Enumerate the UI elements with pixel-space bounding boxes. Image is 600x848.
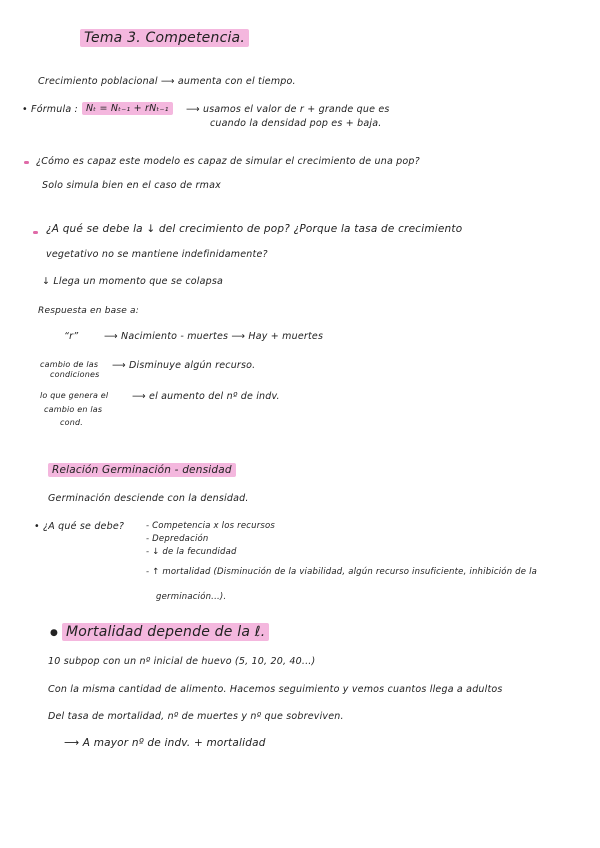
section-3-bullet: ●	[50, 628, 58, 638]
r-answer: ⟶ Nacimiento - muertes ⟶ Hay + muertes	[104, 331, 324, 342]
formula-equation-highlight: Nₜ = Nₜ₋₁ + rNₜ₋₁	[82, 102, 173, 115]
r-item: “r”	[64, 331, 79, 342]
title-highlight: Tema 3. Competencia.	[80, 29, 249, 47]
cause-item: - Competencia x los recursos	[146, 521, 276, 531]
question-1: ¿Cómo es capaz este modelo es capaz de simular el crecimiento de una pop?	[36, 156, 420, 167]
section-3-line-2: Con la misma cantidad de alimento. Hacemos seguimiento y vemos cuantos llega a adultos	[48, 684, 503, 695]
genera-answer: ⟶ el aumento del nº de indv.	[132, 391, 280, 402]
pink-bullet	[33, 231, 38, 234]
answer-2: ↓ Llega un momento que se colapsa	[42, 276, 224, 287]
section-2-line-1: Germinación desciende con la densidad.	[48, 493, 249, 504]
cause-item: - Depredación	[146, 534, 209, 544]
cambio-answer: ⟶ Disminuye algún recurso.	[112, 360, 256, 371]
section-2-question: • ¿A qué se debe?	[34, 521, 125, 532]
question-2a: ¿A qué se debe la ↓ del crecimiento de pop? ¿Porque la tasa de crecimiento	[46, 223, 463, 235]
section-3-line-3: Del tasa de mortalidad, nº de muertes y nº que sobreviven.	[48, 711, 344, 722]
cambio-label-2: condiciones	[50, 370, 100, 379]
cause-item: - ↓ de la fecundidad	[146, 547, 237, 557]
formula-equation	[82, 103, 173, 114]
section-3-heading	[62, 624, 269, 640]
pink-bullet	[24, 161, 29, 164]
formula-note-1: ⟶ usamos el valor de r + grande que es	[186, 104, 390, 115]
cambio-label-1: cambio de las	[40, 360, 99, 369]
page-title	[80, 30, 249, 46]
crecimiento-line: Crecimiento poblacional ⟶ aumenta con el tiempo.	[38, 76, 296, 87]
formula-note-2: cuando la densidad pop es + baja.	[210, 118, 382, 129]
section-2-highlight: Relación Germinación - densidad	[48, 463, 236, 477]
genera-label-2: cambio en las	[44, 405, 103, 414]
question-2b: vegetativo no se mantiene indefinidamente?	[46, 249, 268, 260]
genera-label-1: lo que genera el	[40, 391, 109, 400]
section-3-line-1: 10 subpop con un nº inicial de huevo (5, 10, 20, 40...)	[48, 656, 316, 667]
cause-item-continued: germinación...).	[156, 592, 227, 602]
genera-label-3: cond.	[60, 418, 83, 427]
respuesta-label: Respuesta en base a:	[38, 306, 139, 316]
section-3-highlight: Mortalidad depende de la ℓ.	[62, 623, 269, 641]
answer-1: Solo simula bien en el caso de rmax	[42, 180, 221, 191]
formula-label: • Fórmula :	[22, 104, 78, 115]
section-3-line-4: ⟶ A mayor nº de indv. + mortalidad	[64, 737, 266, 749]
section-2-heading	[48, 464, 236, 476]
cause-item: - ↑ mortalidad (Disminución de la viabilidad, algún recurso insuficiente, inhibición de la	[146, 567, 538, 577]
